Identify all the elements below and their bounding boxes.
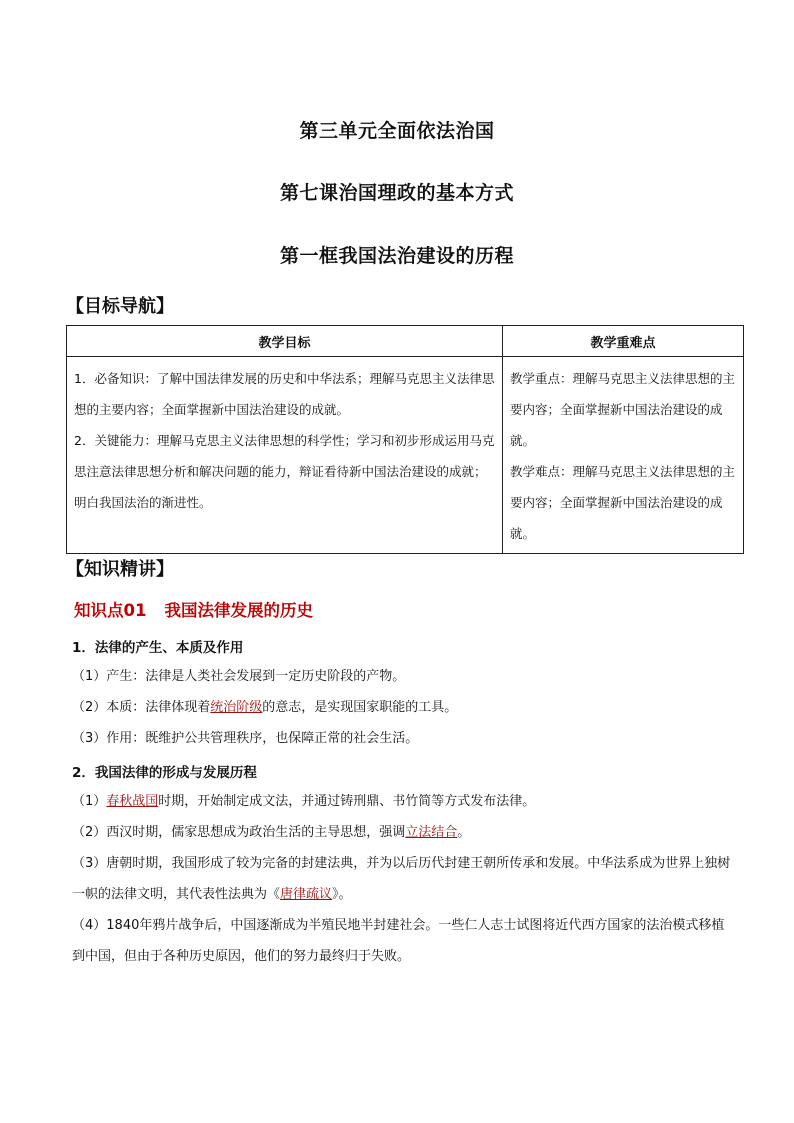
goals-header-right: 教学重难点 [503, 326, 744, 357]
highlight-legislation: 立法结合 [405, 825, 458, 840]
part1-heading: 1．法律的产生、本质及作用 [72, 640, 244, 656]
text-run: （2）西汉时期，儒家思想成为政治生活的主导思想，强调 [72, 825, 406, 840]
text-run: 时期，开始制定成文法，并通过铸刑鼎、书竹简等方式发布法律。 [158, 794, 536, 809]
highlight-ruling-class: 统治阶级 [210, 700, 263, 715]
difficult-point: 教学难点：理解马克思主义法律思想的主要内容；全面掌握新中国法治建设的成就。 [510, 464, 736, 541]
knowledge-point-number: 知识点01 [74, 601, 147, 620]
section-knowledge-heading: 【知识精讲】 [66, 559, 174, 580]
part1-essence [72, 692, 732, 723]
text-run: （2）本质：法律体现着 [72, 700, 211, 715]
goals-table [66, 325, 744, 554]
part2-heading: 2．我国法律的形成与发展历程 [72, 765, 257, 781]
part1-origin: （1）产生：法律是人类社会发展到一定历史阶段的产物。 [72, 669, 406, 684]
section-goals-heading: 【目标导航】 [66, 296, 174, 317]
lesson-title: 第七课治国理政的基本方式 [279, 182, 514, 204]
text-run: 》。 [332, 887, 352, 902]
goals-cell-objectives [67, 357, 503, 554]
key-point: 教学重点：理解马克思主义法律思想的主要内容；全面掌握新中国法治建设的成就。 [510, 371, 736, 448]
part2-tang [72, 848, 732, 910]
highlight-spring-autumn: 春秋战国 [106, 794, 159, 809]
knowledge-point-name: 我国法律发展的历史 [164, 601, 313, 620]
objective-knowledge: 1．必备知识：了解中国法律发展的历史和中华法系；理解马克思主义法律思想的主要内容；全面掌握新中国法治建设的成就。 [74, 371, 495, 417]
objective-ability: 2．关键能力：理解马克思主义法律思想的科学性；学习和初步形成运用马克思注意法律思想分析和解决问题的能力，辩证看待新中国法治建设的成就；明白我国法治的渐进性。 [74, 433, 495, 510]
part2-spring-autumn [72, 786, 732, 817]
part2-western-han [72, 817, 732, 848]
goals-header-left: 教学目标 [67, 326, 503, 357]
frame-title: 第一框我国法治建设的历程 [279, 245, 514, 267]
text-run: （1） [72, 794, 107, 809]
text-run: （3）唐朝时期，我国形成了较为完备的封建法典，并为以后历代封建王朝所传承和发展。中华法系成为世界上独树一帜的法律文明，其代表性法典为《 [72, 856, 731, 902]
text-run: 。 [457, 825, 471, 840]
text-run: 的意志，是实现国家职能的工具。 [262, 700, 458, 715]
goals-cell-keypoints [503, 357, 744, 554]
highlight-tang-code: 唐律疏议 [280, 887, 333, 902]
part1-function: （3）作用：既维护公共管理秩序，也保障正常的社会生活。 [72, 731, 419, 746]
unit-title: 第三单元全面依法治国 [299, 120, 495, 142]
knowledge-point-title [74, 597, 313, 621]
part2-opium-war: （4）1840年鸦片战争后，中国逐渐成为半殖民地半封建社会。一些仁人志士试图将近代西方国家的法治模式移植到中国，但由于各种历史原因，他们的努力最终归于失败。 [72, 918, 725, 964]
